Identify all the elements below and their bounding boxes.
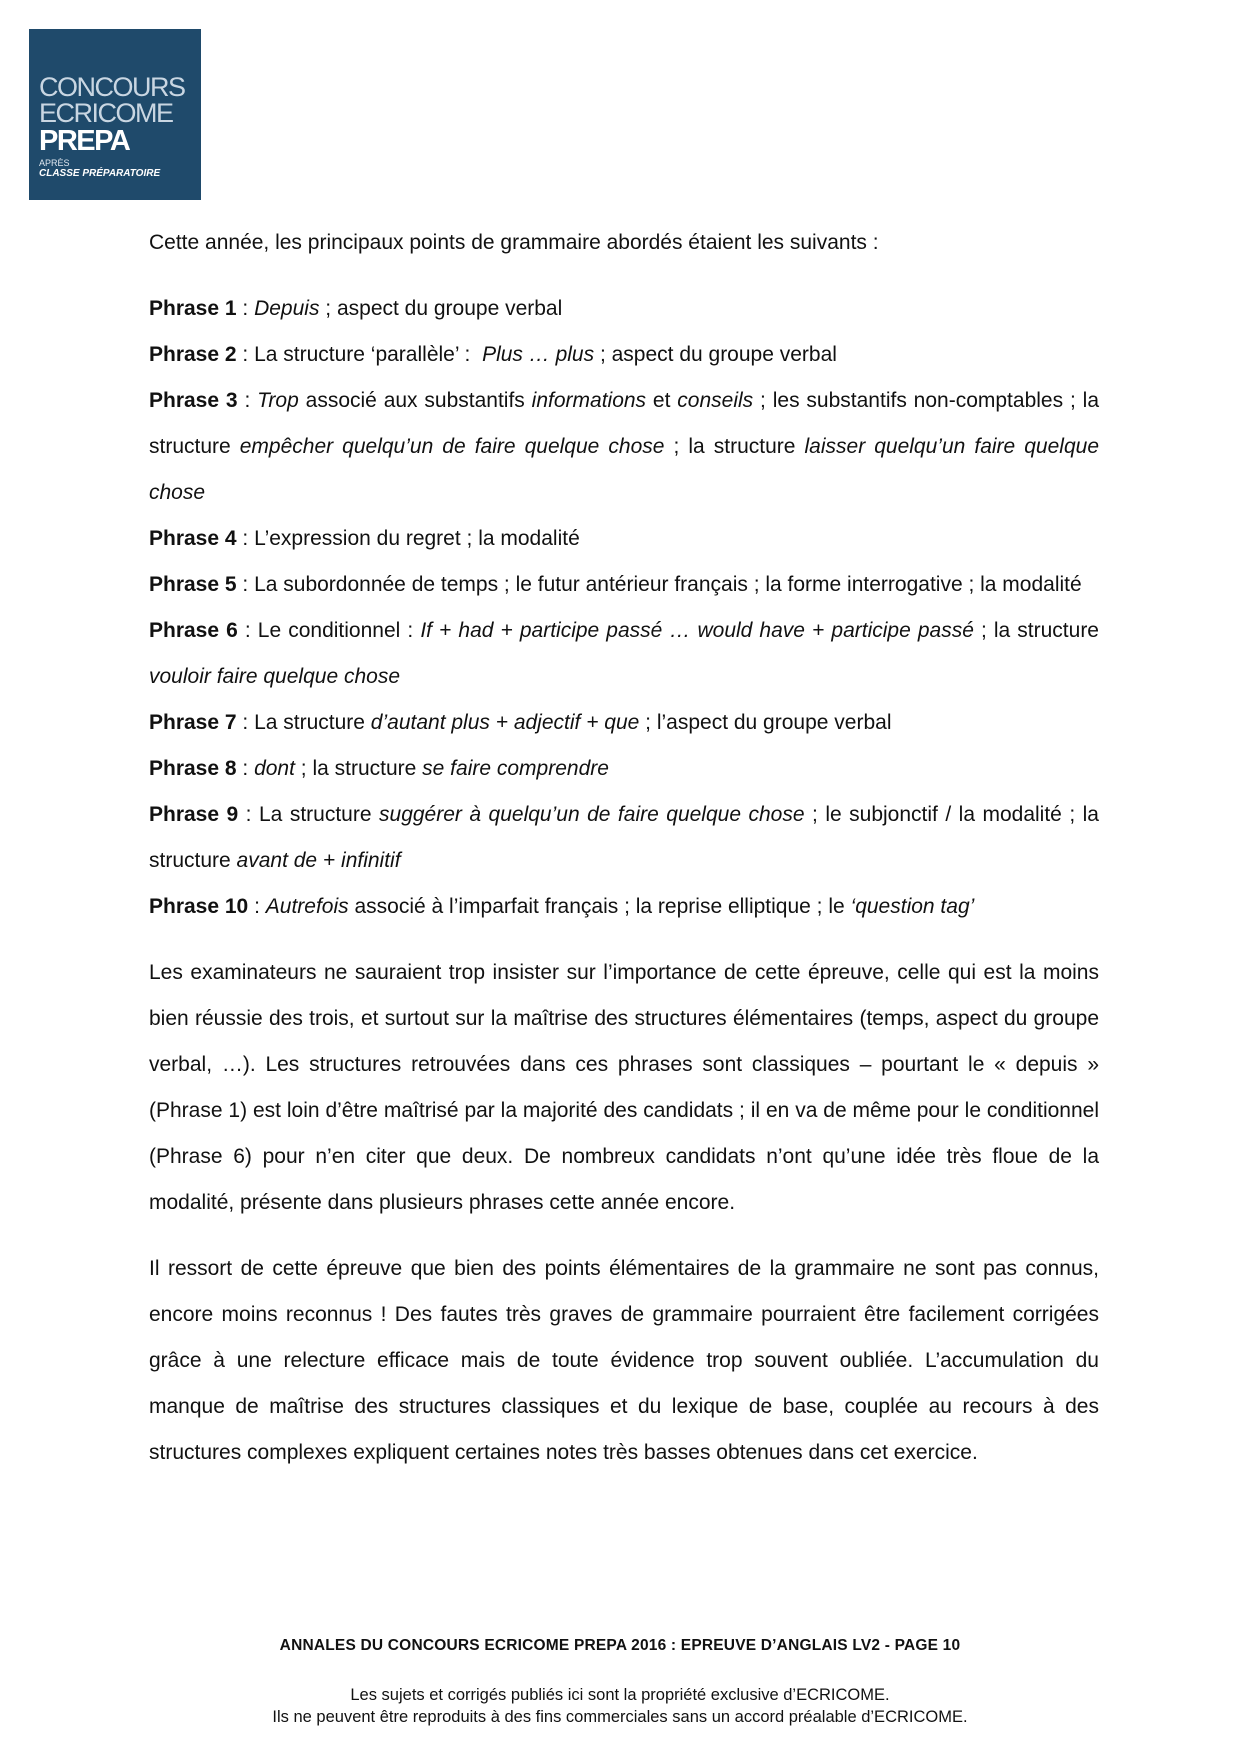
page-content	[149, 220, 1099, 1476]
logo-line-apres: APRÈS	[39, 158, 70, 168]
phrase-italic: Trop	[257, 389, 299, 412]
phrase-italic: Autrefois	[265, 895, 349, 918]
phrase-italic: If + had + participe passé … would have + participe passé	[420, 619, 974, 642]
footer-title: ANNALES DU CONCOURS ECRICOME PREPA 2016 : EPREUVE D’ANGLAIS LV2 - PAGE 10	[279, 1637, 961, 1654]
footer-copyright	[0, 1684, 1240, 1728]
footer-note-line-1: Les sujets et corrigés publiés ici sont la propriété exclusive d’ECRICOME.	[350, 1686, 890, 1704]
phrase-text: : Le conditionnel :	[237, 619, 421, 642]
phrase-label: Phrase 2	[149, 343, 237, 366]
phrase-italic: vouloir faire quelque chose	[149, 665, 400, 688]
phrase-italic: laisser quelqu’un faire quelque chose	[149, 435, 1099, 504]
phrase-italic: empêcher quelqu’un de faire quelque chose	[239, 435, 665, 458]
phrase-text: : La structure	[236, 711, 371, 734]
phrase-text: ; aspect du groupe verbal	[319, 297, 563, 320]
footer-note-line-2: Ils ne peuvent être reproduits à des fins commerciales sans un accord préalable d’ECRICOME.	[272, 1708, 968, 1726]
paragraph-examinateurs: Les examinateurs ne sauraient trop insister sur l’importance de cette épreuve, celle qui est la moins bien réussie des trois, et surtout sur la maîtrise des structures élémentaires (temps, aspect du groupe verbal, …). Les structures retrouvées dans ces phrases sont classiques – pourtant le « depuis » (Phrase 1) est loin d’être maîtrisé par la majorité des candidats ; il en va de même pour le conditionnel (Phrase 6) pour n’en citer que deux. De nombreux candidats n’ont qu’une idée très floue de la modalité, présente dans plusieurs phrases cette année encore.	[149, 961, 1099, 1214]
phrase-italic: d’autant plus + adjectif + que	[370, 711, 640, 734]
phrase-label: Phrase 3	[149, 389, 238, 412]
phrase-item-6	[149, 608, 1099, 700]
phrase-text: ; aspect du groupe verbal	[594, 343, 837, 366]
phrase-text: :	[236, 297, 255, 320]
phrase-item-8	[149, 746, 1099, 792]
phrase-italic: avant de + infinitif	[236, 849, 401, 872]
phrase-text: ; la structure	[294, 757, 423, 780]
phrase-italic: Depuis	[254, 297, 320, 320]
phrase-text: :	[248, 895, 266, 918]
phrase-item-10	[149, 884, 1099, 930]
phrase-label: Phrase 4	[149, 527, 237, 550]
phrase-text: :	[236, 757, 255, 780]
phrase-label: Phrase 1	[149, 297, 237, 320]
phrase-text: : La structure	[238, 803, 380, 826]
phrase-text: et	[646, 389, 678, 412]
phrase-text: ; l’aspect du groupe verbal	[639, 711, 892, 734]
phrase-item-3	[149, 378, 1099, 516]
phrase-text: ; la structure	[973, 619, 1099, 642]
phrase-italic: Plus … plus	[482, 343, 595, 366]
phrase-label: Phrase 6	[149, 619, 238, 642]
intro-text: Cette année, les principaux points de grammaire abordés étaient les suivants :	[149, 231, 879, 254]
logo-line-concours: CONCOURS	[39, 72, 185, 102]
phrase-label: Phrase 5	[149, 573, 237, 596]
phrase-italic: dont	[254, 757, 295, 780]
phrase-italic: conseils	[677, 389, 754, 412]
phrase-italic: suggérer à quelqu’un de faire quelque chose	[379, 803, 805, 826]
phrase-item-5	[149, 562, 1099, 608]
phrase-italic: ‘question tag’	[850, 895, 975, 918]
phrase-text: : La structure ‘parallèle’ :	[236, 343, 483, 366]
phrase-text: :	[237, 389, 258, 412]
phrase-label: Phrase 7	[149, 711, 237, 734]
logo-line-prepa: PREPA	[39, 125, 130, 157]
phrase-label: Phrase 8	[149, 757, 237, 780]
ecricome-logo	[29, 29, 201, 200]
phrase-item-7	[149, 700, 1099, 746]
logo-line-ecricome: ECRICOME	[39, 98, 173, 128]
phrase-list	[149, 286, 1099, 930]
phrase-text: ; le subjonctif / la modalité ; la structure	[149, 803, 1099, 872]
phrase-label: Phrase 10	[149, 895, 249, 918]
phrase-text: ; les substantifs non-comptables ; la structure	[149, 389, 1099, 458]
phrase-label: Phrase 9	[149, 803, 239, 826]
phrase-italic: informations	[531, 389, 647, 412]
phrase-item-4	[149, 516, 1099, 562]
phrase-text: : La subordonnée de temps ; le futur antérieur français ; la forme interrogative ; la modalité	[236, 573, 1082, 596]
phrase-item-9	[149, 792, 1099, 884]
phrase-item-2	[149, 332, 1099, 378]
phrase-text: associé aux substantifs	[298, 389, 532, 412]
phrase-text: : L’expression du regret ; la modalité	[236, 527, 580, 550]
phrase-italic: se faire comprendre	[422, 757, 609, 780]
logo-line-classe: CLASSE PRÉPARATOIRE	[39, 168, 161, 179]
phrase-text: ; la structure	[664, 435, 805, 458]
paragraph-conclusion: Il ressort de cette épreuve que bien des points élémentaires de la grammaire ne sont pas connus, encore moins reconnus ! Des fautes très graves de grammaire pourraient être facilement corrigées grâce à une relecture efficace mais de toute évidence trop souvent oubliée. L’accumulation du manque de maîtrise des structures classiques et du lexique de base, couplée au recours à des structures complexes expliquent certaines notes très basses obtenues dans cet exercice.	[149, 1257, 1099, 1464]
phrase-text: associé à l’imparfait français ; la reprise elliptique ; le	[348, 895, 851, 918]
phrase-item-1	[149, 286, 1099, 332]
